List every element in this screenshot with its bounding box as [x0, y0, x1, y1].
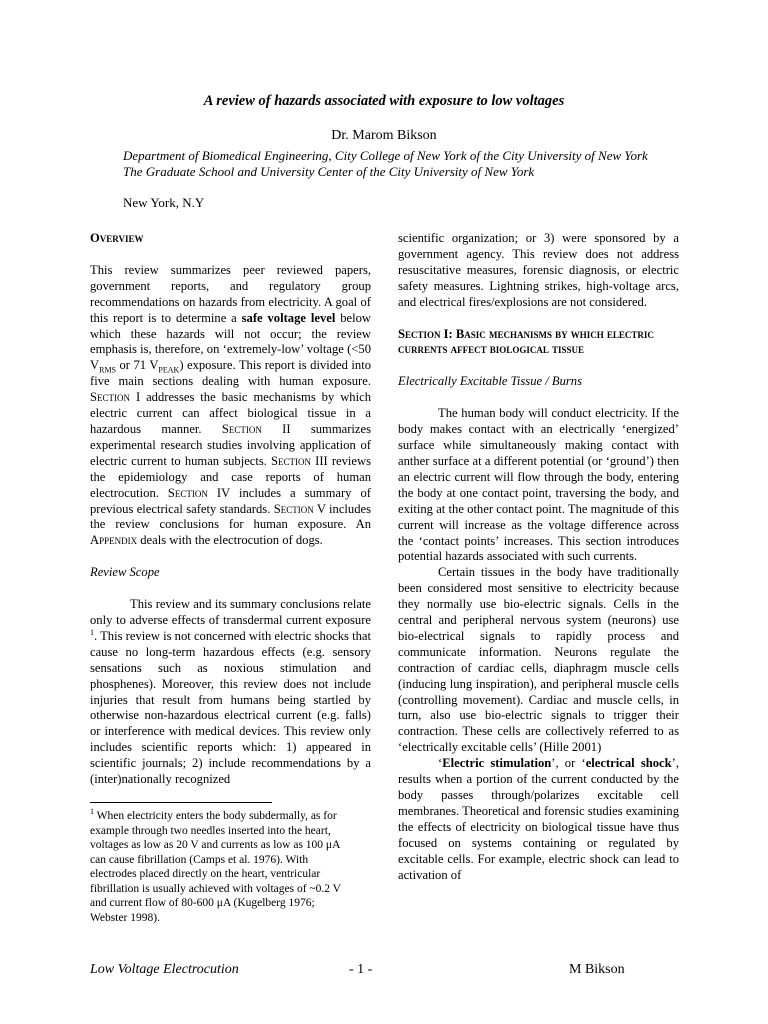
review-scope-paragraph: This review and its summary conclusions relate only to adverse effects of transdermal current exposure $^1$. This review is not concerned with electric shocks that cause no long-term hazardous effects (e.g. sensory sensations such as noxious stimulation and phosphenes). Moreover, this review does not include injuries that result from humans being startled by otherwise non-hazardous electrical current (e.g. falls) or interference with medical devices. This review only includes scientific reports which: 1) appeared in scientific journals; 2) include recommendations by a (inter)nationally recognized: [90, 597, 371, 787]
footer-author: M Bikson: [569, 962, 625, 977]
continued-paragraph: scientific organization; or 3) were sponsored by a government agency. This review does not address resuscitative measures, forensic diagnosis, or electric safety measures. Lightning strikes, high-voltage arcs, and electrical fires/explosions are not considered.: [398, 231, 679, 309]
footnote: $^1$ When electricity enters the body subdermally, as for example through two needles inserted into the heart, voltages as low as 20 V and currents as low as 100 μA can cause fibrillation (Camps et al. 1976). With electrodes placed directly on the heart, ventricular fibrillation is usually achieved with voltages of ~0.2 V and current flow of 80-600 μA (Kugelberg 1976; Webster 1998).: [90, 807, 341, 924]
overview-heading: Overview: [90, 231, 144, 245]
left-column: [90, 231, 371, 788]
affiliations: [123, 148, 668, 180]
excitable-tissue-heading: Electrically Excitable Tissue / Burns: [398, 374, 582, 389]
affiliation-1: Department of Biomedical Engineering, City College of New York of the City University of New York: [123, 148, 648, 163]
author-location: New York, N.Y: [123, 195, 205, 210]
paper-title: A review of hazards associated with exposure to low voltages: [203, 93, 565, 109]
review-scope-heading: Review Scope: [90, 565, 160, 580]
excitable-cells-paragraph: Certain tissues in the body have traditionally been considered most sensitive to electricity because they normally use bio-electric signals. Cells in the central and peripheral nervous system (neurons) use bio-electrical signals to rapidly process and communicate information. Neurons regulate the contraction of cardiac cells, diaphragm muscle cells (inducing lung inspiration), and peripheral muscle cells (controlling movement). Cardiac and muscle cells, in turn, also use bio-electric signals to trigger their contraction. These cells are collectively referred to as ‘electrically excitable cells’ (Hille 2001): [398, 565, 679, 755]
safe-voltage-level: safe voltage level: [241, 310, 336, 325]
overview-paragraph: This review summarizes peer reviewed papers, government reports, and regulatory group recommendations on hazards from electricity. A goal of this report is to determine a safe voltage level below which these hazards will not occur; the review emphasis is, therefore, on ‘extremely-low’ voltage (<50 $V_{RMS}$ or 71 $V_{PEAK}$) exposure. This report is divided into five main sections dealing with human exposure. Section I addresses the basic mechanisms by which electric current can affect biological tissue in a hazardous manner. Section II summarizes experimental research studies involving application of electric current to human subjects. Section III reviews the epidemiology and case reports of human electrocution. Section IV includes a summary of previous electrical safety standards. Section V includes the review conclusions for human exposure. An Appendix deals with the electrocution of dogs.: [90, 262, 372, 548]
footnote-reference: 1: [90, 627, 94, 637]
section-1-heading: Section I: Basic mechanisms by which electric currents affect biological tissue: [398, 326, 654, 357]
footer-title: Low Voltage Electrocution: [90, 962, 239, 977]
page-number: - 1 -: [349, 962, 373, 977]
electric-shock-paragraph: ‘Electric stimulation’, or ‘electrical shock’, results when a portion of the current conducted by the body passes through/polarizes excitable cell membranes. Theoretical and forensic studies examining the effects of electricity on biological tissue have thus focused on systems containing or regulated by excitable cells. For example, electric shock can lead to activation of: [398, 756, 679, 882]
body-conducts-paragraph: The human body will conduct electricity. If the body makes contact with an electrically ‘energized’ surface while simultaneously making contact with anther surface at a different potential (or ‘ground’) then an electric current will flow through the body, entering the body at one contact point, traversing the body, and exiting at the other contact point. The magnitude of this current will increase as the voltage difference across the ‘contact points’ increases. This section introduces potential hazards associated with such currents.: [398, 406, 679, 564]
author-name: Dr. Marom Bikson: [331, 128, 437, 143]
affiliation-2: The Graduate School and University Center of the City University of New York: [123, 164, 535, 179]
right-column: [398, 231, 679, 883]
footnote-divider: [90, 802, 272, 803]
